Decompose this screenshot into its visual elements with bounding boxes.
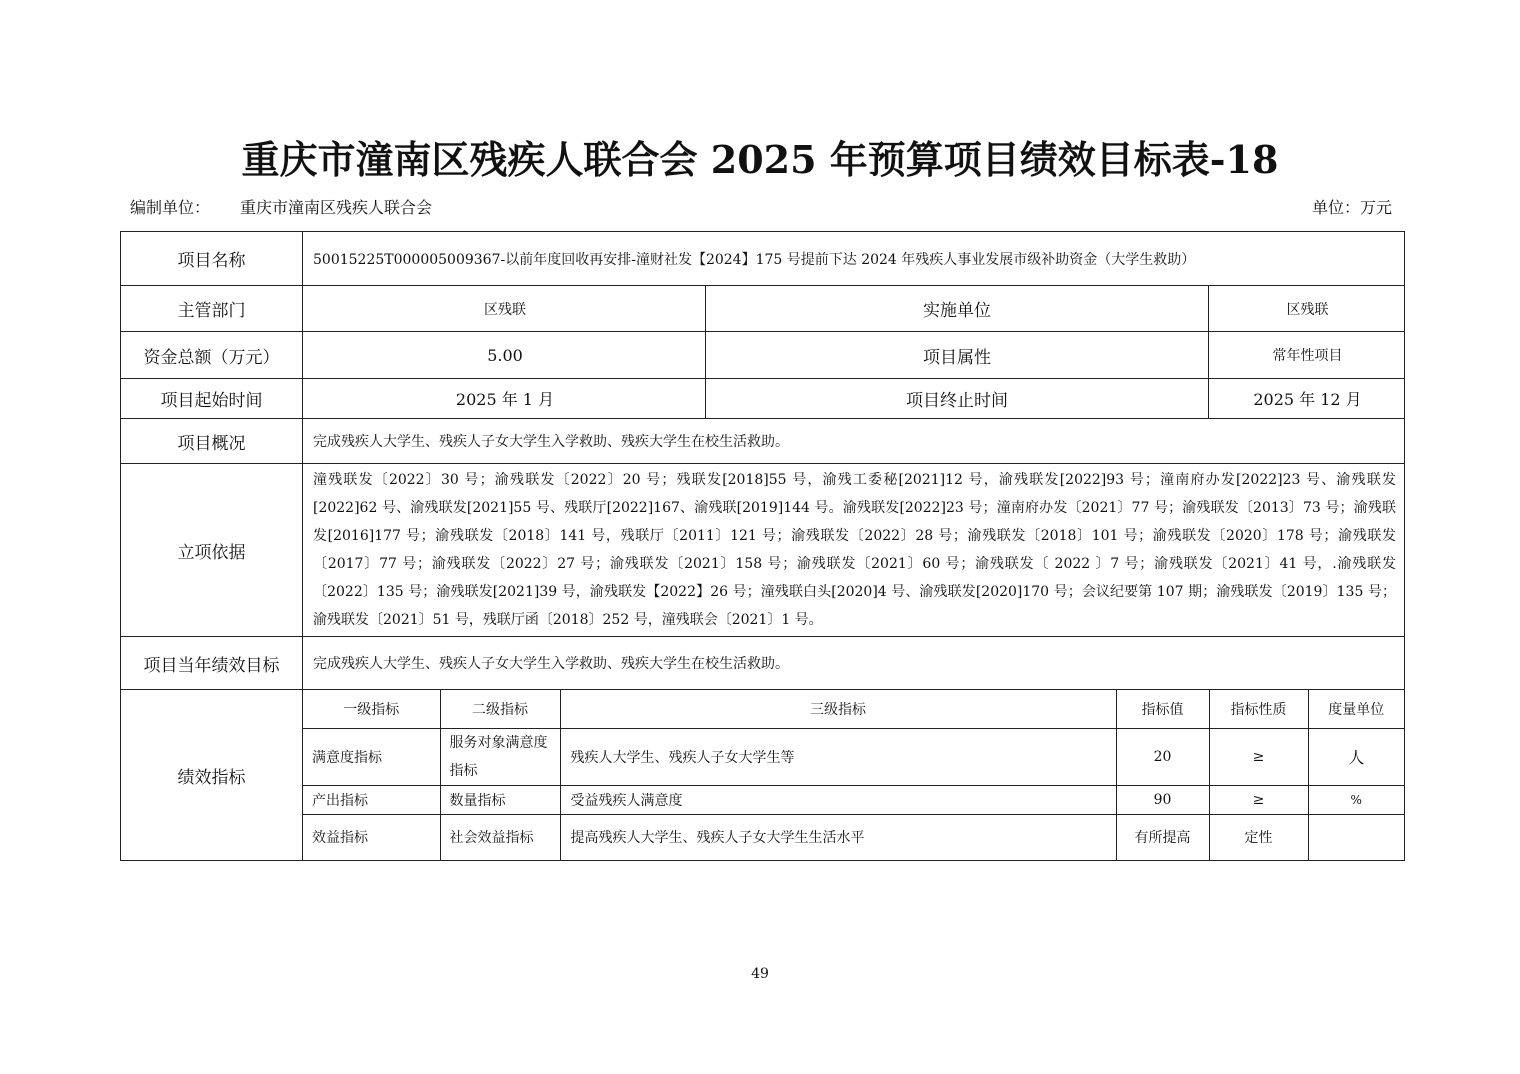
- impl-value: 区残联: [1209, 286, 1405, 332]
- indicator-nature: ≥: [1209, 728, 1308, 785]
- indicator-value: 20: [1116, 728, 1209, 785]
- header-value: 指标值: [1116, 690, 1209, 728]
- start-value: 2025 年 1 月: [303, 379, 706, 419]
- indicators-label: 绩效指标: [121, 690, 303, 861]
- indicator-level3: 残疾人大学生、残疾人子女大学生等: [560, 728, 1116, 785]
- indicators-table: [303, 690, 1404, 860]
- start-label: 项目起始时间: [121, 379, 303, 419]
- attr-value: 常年性项目: [1209, 332, 1405, 379]
- impl-label: 实施单位: [706, 286, 1209, 332]
- indicator-level1: 效益指标: [303, 814, 440, 860]
- overview-label: 项目概况: [121, 419, 303, 464]
- indicator-row: [303, 814, 1404, 860]
- currency-unit: 单位：万元: [1311, 198, 1392, 217]
- row-department: [121, 286, 1405, 332]
- indicator-unit: [1308, 814, 1404, 860]
- indicator-row: [303, 785, 1404, 814]
- indicator-nature: 定性: [1209, 814, 1308, 860]
- indicator-level3: 受益残疾人满意度: [560, 785, 1116, 814]
- row-goal: [121, 637, 1405, 690]
- indicator-unit: %: [1308, 785, 1404, 814]
- overview-value: 完成残疾人大学生、残疾人子女大学生入学救助、残疾大学生在校生活救助。: [303, 419, 1405, 464]
- indicator-level3: 提高残疾人大学生、残疾人子女大学生生活水平: [560, 814, 1116, 860]
- fund-value: 5.00: [303, 332, 706, 379]
- indicator-level1: 满意度指标: [303, 728, 440, 785]
- row-dates: [121, 379, 1405, 419]
- goal-label: 项目当年绩效目标: [121, 637, 303, 690]
- indicator-level2: 服务对象满意度指标: [440, 728, 560, 785]
- row-indicators: [121, 690, 1405, 861]
- performance-table: [120, 231, 1405, 861]
- header-level2: 二级指标: [440, 690, 560, 728]
- row-basis: [121, 464, 1405, 637]
- page-number: 49: [751, 966, 769, 982]
- indicator-level2: 社会效益指标: [440, 814, 560, 860]
- header-unit: 度量单位: [1308, 690, 1404, 728]
- end-label: 项目终止时间: [706, 379, 1209, 419]
- goal-value: 完成残疾人大学生、残疾人子女大学生入学救助、残疾大学生在校生活救助。: [303, 637, 1405, 690]
- page-title: 重庆市潼南区残疾人联合会 2025 年预算项目绩效目标表-18: [241, 137, 1279, 182]
- header-level1: 一级指标: [303, 690, 440, 728]
- compiling-unit: [130, 196, 432, 220]
- indicator-nature: ≥: [1209, 785, 1308, 814]
- end-value: 2025 年 12 月: [1209, 379, 1405, 419]
- indicators-cell: [303, 690, 1405, 861]
- compiling-unit-value: 重庆市潼南区残疾人联合会: [240, 198, 433, 217]
- header-level3: 三级指标: [560, 690, 1116, 728]
- indicator-value: 90: [1116, 785, 1209, 814]
- row-overview: [121, 419, 1405, 464]
- basis-label: 立项依据: [121, 464, 303, 637]
- attr-label: 项目属性: [706, 332, 1209, 379]
- dept-value: 区残联: [303, 286, 706, 332]
- indicator-level1: 产出指标: [303, 785, 440, 814]
- basis-value: 潼残联发〔2022〕30 号；渝残联发〔2022〕20 号；残联发[2018]55 号，渝残工委秘[2021]12 号，渝残联发[2022]93 号；潼南府办发[2022]23 号、渝残联发[2022]62 号、渝残联发[2021]55 号、残联厅[2022]167、渝残联[2019]144 号。渝残联发[2022]23 号；潼南府办发〔2021〕77 号；渝残联发〔2013〕73 号；渝残联发[2016]177 号；渝残联发〔2018〕141 号，残联厅〔2011〕121 号；渝残联发〔2022〕28 号；渝残联发〔2018〕101 号；渝残联发〔2020〕178 号；渝残联发〔2017〕77 号；渝残联发〔2022〕27 号；渝残联发〔2021〕158 号；渝残联发〔2021〕60 号；渝残联发〔 2022 〕7 号；渝残联发〔2021〕41 号，.渝残联发〔2022〕135 号；渝残联发[2021]39 号，渝残联发【2022】26 号；潼残联白头[2020]4 号、渝残联发[2020]170 号；会议纪要第 107 期；渝残联发〔2019〕135 号；渝残联发〔2021〕51 号，残联厅函〔2018〕252 号，潼残联会〔2021〕1 号。: [303, 464, 1405, 637]
- compiling-unit-label: 编制单位：: [130, 198, 211, 217]
- indicators-header-row: [303, 690, 1404, 728]
- indicator-row: [303, 728, 1404, 785]
- project-name-value: 50015225T000005009367-以前年度回收再安排-潼财社发【2024】175 号提前下达 2024 年残疾人事业发展市级补助资金（大学生救助）: [303, 232, 1405, 286]
- indicator-value: 有所提高: [1116, 814, 1209, 860]
- project-name-label: 项目名称: [121, 232, 303, 286]
- row-fund: [121, 332, 1405, 379]
- indicator-unit: 人: [1308, 728, 1404, 785]
- dept-label: 主管部门: [121, 286, 303, 332]
- row-project-name: [121, 232, 1405, 286]
- indicator-level2: 数量指标: [440, 785, 560, 814]
- header-nature: 指标性质: [1209, 690, 1308, 728]
- fund-label: 资金总额（万元）: [121, 332, 303, 379]
